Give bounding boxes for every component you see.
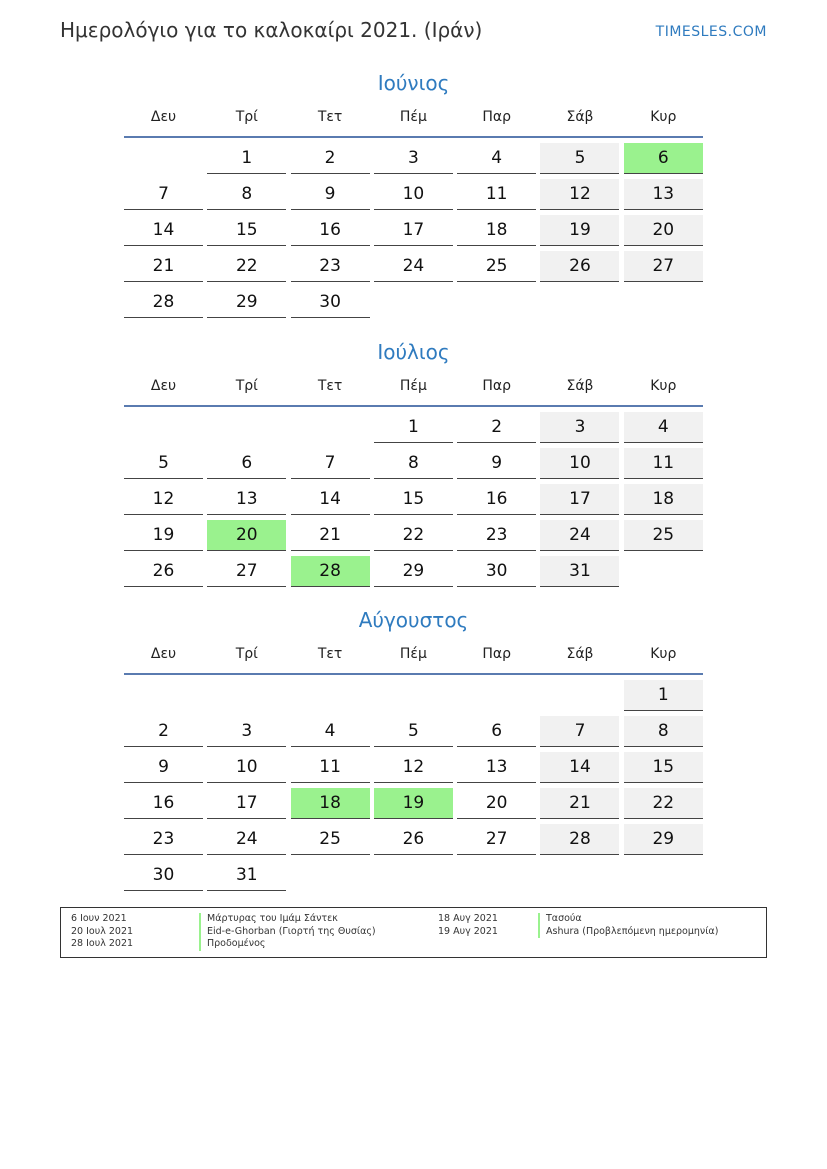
day-cell: 26 [374,824,453,855]
day-cell: 5 [540,143,619,174]
empty-day-cell [207,412,286,443]
month-august [124,605,703,891]
day-cell: 8 [624,716,703,747]
day-cell: 14 [124,215,203,246]
day-cell: 21 [540,788,619,819]
day-cell: 7 [124,179,203,210]
legend-holiday-name: Eid-e-Ghorban (Γιορτή της Θυσίας) [199,926,376,939]
day-cell: 7 [291,448,370,479]
weekday-label: Παρ [482,378,512,394]
day-cell: 16 [291,215,370,246]
day-cell: 25 [457,251,536,282]
day-cell: 22 [207,251,286,282]
month-july [124,337,703,587]
day-cell: 14 [540,752,619,783]
day-cell: 19 [124,520,203,551]
month-grid [124,143,703,318]
day-cell: 11 [457,179,536,210]
holiday-day-cell: 28 [291,556,370,587]
day-cell: 17 [207,788,286,819]
legend-holiday-name: Τασούα [538,913,718,926]
day-cell: 17 [374,215,453,246]
weekday-label: Παρ [482,646,512,662]
day-cell: 20 [457,788,536,819]
month-name: Αύγουστος [358,608,469,632]
day-cell: 27 [207,556,286,587]
legend-names-right [538,913,718,938]
day-cell: 19 [540,215,619,246]
day-cell: 16 [124,788,203,819]
legend-date: 19 Αυγ 2021 [438,925,498,937]
day-cell: 17 [540,484,619,515]
holiday-day-cell: 18 [291,788,370,819]
day-cell: 23 [124,824,203,855]
weekday-header [124,98,703,136]
weekday-label: Σάβ [566,109,594,125]
month-name: Ιούνιος [377,71,450,95]
day-cell: 9 [124,752,203,783]
legend-dates-left [71,913,133,951]
day-cell: 15 [207,215,286,246]
day-cell: 5 [124,448,203,479]
weekday-label: Δευ [150,378,177,394]
day-cell: 25 [624,520,703,551]
day-cell: 24 [374,251,453,282]
empty-day-cell [291,412,370,443]
day-cell: 24 [540,520,619,551]
month-name: Ιούλιος [377,340,450,364]
weekday-label: Τρί [235,378,258,394]
weekday-label: Πέμ [399,378,427,394]
legend-date: 28 Ιουλ 2021 [71,938,134,949]
day-cell: 3 [540,412,619,443]
day-cell: 14 [291,484,370,515]
weekday-label: Πέμ [399,109,427,125]
empty-day-cell [124,143,203,174]
day-cell: 10 [540,448,619,479]
day-cell: 4 [624,412,703,443]
day-cell: 28 [540,824,619,855]
day-cell: 13 [624,179,703,210]
site-link[interactable]: TIMESLES.COM [655,24,767,40]
empty-day-cell [540,680,619,711]
day-cell: 9 [291,179,370,210]
day-cell: 2 [124,716,203,747]
weekday-header [124,635,703,673]
day-cell: 5 [374,716,453,747]
empty-day-cell [457,680,536,711]
weekday-label: Τετ [317,378,343,394]
weekday-label: Κυρ [650,378,677,394]
day-cell: 31 [540,556,619,587]
day-cell: 8 [374,448,453,479]
day-cell: 12 [124,484,203,515]
day-cell: 8 [207,179,286,210]
weekday-label: Σάβ [566,646,594,662]
weekday-label: Τετ [317,646,343,662]
page-title: Ημερολόγιο για το καλοκαίρι 2021. (Ιράν) [60,18,483,42]
day-cell: 22 [374,520,453,551]
day-cell: 10 [374,179,453,210]
day-cell: 3 [207,716,286,747]
legend-dates-right [438,913,498,938]
day-cell: 21 [291,520,370,551]
legend-date: 18 Αυγ 2021 [438,913,498,924]
day-cell: 11 [624,448,703,479]
day-cell: 22 [624,788,703,819]
day-cell: 11 [291,752,370,783]
holiday-day-cell: 20 [207,520,286,551]
day-cell: 30 [457,556,536,587]
day-cell: 30 [291,287,370,318]
day-cell: 1 [374,412,453,443]
day-cell: 6 [457,716,536,747]
day-cell: 24 [207,824,286,855]
day-cell: 15 [624,752,703,783]
weekday-label: Τρί [235,109,258,125]
month-grid [124,412,703,587]
day-cell: 26 [124,556,203,587]
holiday-day-cell: 6 [624,143,703,174]
day-cell: 12 [374,752,453,783]
legend-names-left [199,913,376,951]
empty-day-cell [291,680,370,711]
legend-holiday-name: Ashura (Προβλεπόμενη ημερομηνία) [538,926,718,939]
day-cell: 23 [457,520,536,551]
day-cell: 4 [457,143,536,174]
day-cell: 2 [291,143,370,174]
day-cell: 10 [207,752,286,783]
day-cell: 27 [457,824,536,855]
day-cell: 4 [291,716,370,747]
weekday-label: Δευ [150,109,177,125]
day-cell: 7 [540,716,619,747]
empty-day-cell [374,680,453,711]
day-cell: 16 [457,484,536,515]
empty-day-cell [207,680,286,711]
header-divider [124,405,703,407]
holiday-day-cell: 19 [374,788,453,819]
weekday-label: Δευ [150,646,177,662]
day-cell: 30 [124,860,203,891]
day-cell: 18 [457,215,536,246]
month-june [124,68,703,318]
day-cell: 3 [374,143,453,174]
day-cell: 2 [457,412,536,443]
header-divider [124,673,703,675]
weekday-label: Τετ [317,109,343,125]
weekday-header [124,367,703,405]
day-cell: 29 [374,556,453,587]
day-cell: 20 [624,215,703,246]
day-cell: 25 [291,824,370,855]
weekday-label: Κυρ [650,646,677,662]
weekday-label: Πέμ [399,646,427,662]
empty-day-cell [124,680,203,711]
day-cell: 15 [374,484,453,515]
empty-day-cell [124,412,203,443]
day-cell: 18 [624,484,703,515]
day-cell: 12 [540,179,619,210]
month-grid [124,680,703,891]
day-cell: 21 [124,251,203,282]
legend-holiday-name: Προδομένος [199,938,376,951]
day-cell: 27 [624,251,703,282]
day-cell: 1 [207,143,286,174]
day-cell: 28 [124,287,203,318]
header-divider [124,136,703,138]
day-cell: 6 [207,448,286,479]
weekday-label: Παρ [482,109,512,125]
weekday-label: Τρί [235,646,258,662]
day-cell: 26 [540,251,619,282]
weekday-label: Κυρ [650,109,677,125]
day-cell: 9 [457,448,536,479]
weekday-label: Σάβ [566,378,594,394]
day-cell: 23 [291,251,370,282]
day-cell: 13 [457,752,536,783]
day-cell: 29 [624,824,703,855]
legend-holiday-name: Μάρτυρας του Ιμάμ Σάντεκ [199,913,376,926]
day-cell: 13 [207,484,286,515]
day-cell: 31 [207,860,286,891]
day-cell: 29 [207,287,286,318]
holiday-legend [60,907,767,958]
legend-date: 20 Ιουλ 2021 [71,925,134,937]
legend-date: 6 Ιουν 2021 [71,913,127,924]
day-cell: 1 [624,680,703,711]
